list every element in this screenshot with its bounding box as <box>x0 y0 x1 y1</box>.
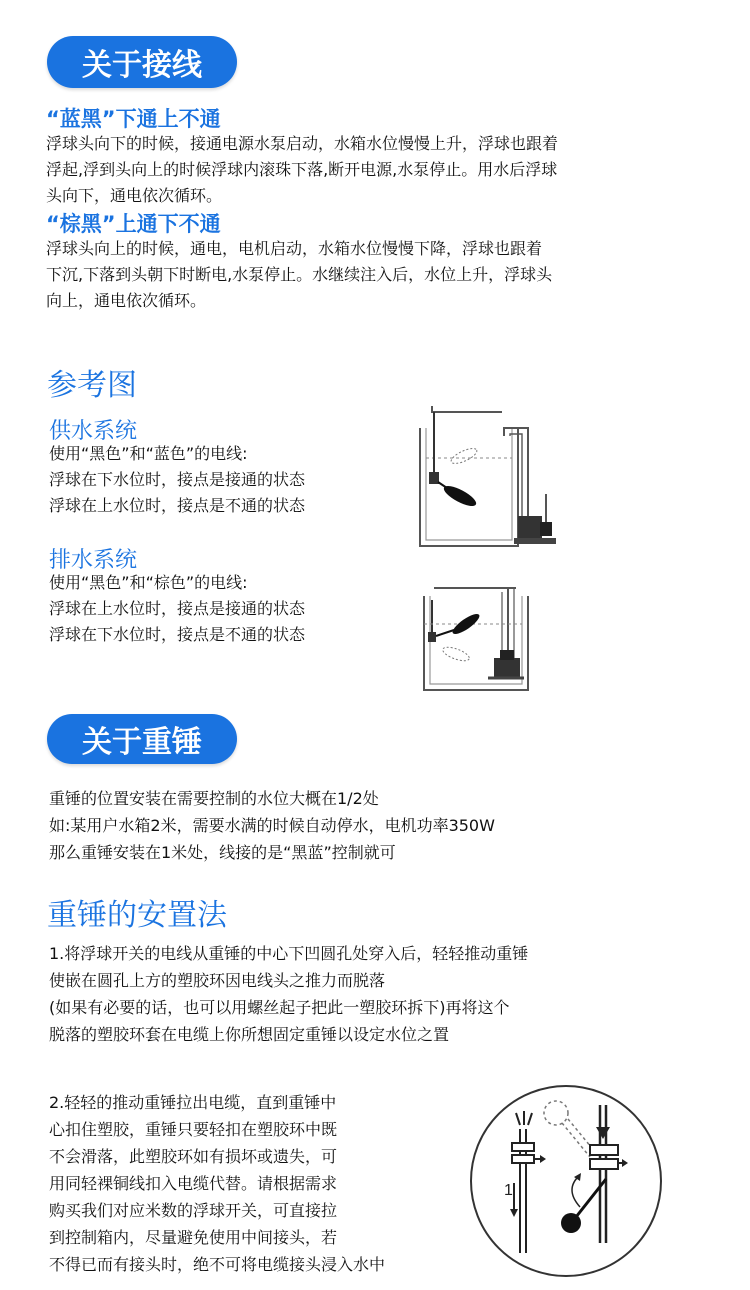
text-line: 2.轻轻的推动重锤拉出电缆，直到重锤中 <box>49 1093 337 1112</box>
text-line: 浮球在上水位时，接点是接通的状态 <box>49 599 306 618</box>
text-line: 头向下，通电依次循环。 <box>46 186 223 205</box>
wiring-title: 关于接线 <box>82 48 202 83</box>
text-line: 浮球在下水位时，接点是接通的状态 <box>49 470 306 489</box>
drain-system-title: 排水系统 <box>49 548 138 573</box>
weight-title-pill <box>47 714 237 764</box>
weight-placement-diagram <box>468 1083 664 1279</box>
placement-title: 重锤的安置法 <box>47 898 227 933</box>
text-line: 如:某用户水箱2米，需要水满的时候自动停水，电机功率350W <box>49 816 495 835</box>
text-line: 1.将浮球开关的电线从重锤的中心下凹圆孔处穿入后，轻轻推动重锤 <box>49 944 529 963</box>
text-line: 浮起,浮到头向上的时候浮球内滚珠下落,断开电源,水泵停止。用水后浮球 <box>46 160 558 179</box>
blue-black-text <box>46 131 558 209</box>
text-line: 使嵌在圆孔上方的塑胶环因电线头之推力而脱落 <box>49 971 386 990</box>
text-line: 使用“黑色”和“棕色”的电线: <box>49 573 248 592</box>
text-line: (如果有必要的话，也可以用螺丝起子把此一塑胶环拆下)再将这个 <box>49 998 510 1017</box>
text-line: 不会滑落，此塑胶环如有损坏或遗失，可 <box>49 1147 338 1166</box>
weight-title: 关于重锤 <box>82 725 202 760</box>
text-line: 浮球在上水位时，接点是不通的状态 <box>49 496 306 515</box>
diagram-step-label: 1 <box>504 1182 513 1199</box>
drain-system-diagram <box>418 582 538 698</box>
text-line: 不得已而有接头时，绝不可将电缆接头浸入水中 <box>49 1255 386 1274</box>
text-line: 到控制箱内，尽量避免使用中间接头，若 <box>49 1228 338 1247</box>
brown-black-heading: “棕黑”上通下不通 <box>46 212 221 236</box>
blue-black-heading: “蓝黑”下通上不通 <box>46 107 221 131</box>
drain-system-text <box>49 570 305 648</box>
text-line: 脱落的塑胶环套在电缆上你所想固定重锤以设定水位之置 <box>49 1025 450 1044</box>
supply-system-title: 供水系统 <box>49 419 138 444</box>
text-line: 重锤的位置安装在需要控制的水位大概在1/2处 <box>49 789 379 808</box>
text-line: 浮球头向上的时候，通电，电机启动，水箱水位慢慢下降，浮球也跟着 <box>46 239 543 258</box>
text-line: 下沉,下落到头朝下时断电,水泵停止。水继续注入后，水位上升，浮球头 <box>46 265 553 284</box>
text-line: 向上，通电依次循环。 <box>46 291 207 310</box>
text-line: 心扣住塑胶，重锤只要轻扣在塑胶环中既 <box>49 1120 338 1139</box>
weight-text <box>49 785 495 866</box>
text-line: 那么重锤安装在1米处，线接的是“黑蓝”控制就可 <box>49 843 396 862</box>
placement-step1-text <box>49 940 528 1048</box>
brown-black-text <box>46 236 552 314</box>
placement-step2-text <box>49 1089 385 1278</box>
text-line: 用同轻裸铜线扣入电缆代替。请根据需求 <box>49 1174 338 1193</box>
supply-system-text <box>49 441 305 519</box>
text-line: 浮球在下水位时，接点是不通的状态 <box>49 625 306 644</box>
reference-title: 参考图 <box>47 368 137 403</box>
text-line: 使用“黑色”和“蓝色”的电线: <box>49 444 248 463</box>
supply-system-diagram <box>410 398 560 558</box>
text-line: 浮球头向下的时候，接通电源水泵启动，水箱水位慢慢上升，浮球也跟着 <box>46 134 559 153</box>
text-line: 购买我们对应米数的浮球开关，可直接拉 <box>49 1201 338 1220</box>
wiring-title-pill <box>47 36 237 88</box>
